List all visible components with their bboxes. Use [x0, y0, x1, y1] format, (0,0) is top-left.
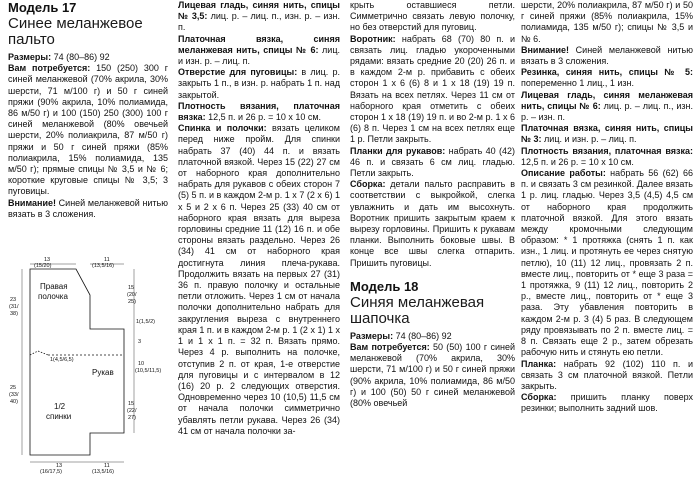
- materials-label: Вам потребуется:: [8, 63, 91, 74]
- model-17-subtitle-line1: Синее меланжевое: [8, 15, 143, 32]
- attention-value: Синей меланжевой нитью вязать в 3 сложения.: [8, 197, 168, 219]
- col4-band-value: набрать 92 (102) 110 п. и связать 3 см платочной вязкой. Петли закрыть.: [521, 358, 693, 391]
- column-4: [521, 0, 693, 415]
- dim-right-2: 1(1,5/2): [136, 319, 155, 325]
- col2-gauge-value: 12,5 п. и 26 р. = 10 х 10 см.: [205, 112, 322, 123]
- col3-assembly: [350, 179, 515, 269]
- col4-garter-label: Платочная вязка, синяя нить, спицы № 3:: [521, 123, 693, 145]
- materials-paragraph: [8, 63, 168, 197]
- dim-top-1: 13: [44, 257, 51, 263]
- col4-rib-value: попеременно 1 лиц., 1 изн.: [521, 78, 634, 89]
- sizes-label: Размеры:: [8, 52, 52, 62]
- dim-right-1: 15: [128, 285, 135, 291]
- col2-buttonhole-value: в лиц. р. закрыть 1 п., в изн. р. набрать 1 п. над закрытой.: [178, 67, 340, 100]
- col2-garter-label: Платочная вязка, синяя меланжевая нить, спицы № 6:: [178, 33, 340, 55]
- dim-top-1b: (15/20): [34, 263, 52, 269]
- dim-right-4b: (10,5/11,5): [135, 368, 162, 374]
- col2-stockinette: [178, 0, 340, 34]
- dim-right-5: 15: [128, 401, 135, 407]
- col4-attention-label: Внимание!: [521, 44, 569, 55]
- m18-sizes-label: Размеры:: [350, 330, 394, 341]
- dim-right-1c: 25): [128, 299, 136, 305]
- column-3: [350, 0, 515, 409]
- label-right-front: Правая: [40, 282, 68, 291]
- sizes-value: 74 (80–86) 92: [51, 52, 110, 62]
- model-18-subtitle-line1: Синяя меланжевая: [350, 293, 485, 311]
- dim-neck: 1(4,5/6,5): [50, 357, 74, 363]
- col4-band-label: Планка:: [521, 358, 557, 369]
- dim-right-1b: (20/: [127, 292, 137, 298]
- col4-attention-value: Синей меланжевой нитью вязать в 3 сложения.: [521, 44, 693, 67]
- col4-continuation: шерсти, 20% полиакрила, 87 м/50 г) и 50 г синей пряжи (85% полиакрила, 15% полиамида, 135 м/50 г); спицы № 3,5 и № 6.: [521, 0, 693, 44]
- label-sleeve: Рукав: [92, 368, 114, 377]
- col2-gauge-label: Плотность вязания, платочная вязка:: [178, 100, 340, 123]
- pattern-schematic: [4, 255, 169, 477]
- model-18-subtitle: [350, 295, 515, 327]
- label-back: 1/2: [54, 402, 66, 411]
- model-17-subtitle-line2: пальто: [8, 31, 55, 48]
- column-1: [8, 0, 168, 220]
- col2-gauge: [178, 101, 340, 123]
- col4-stockinette-label: Лицевая гладь, синяя меланжевая нить, спицы № 6:: [521, 89, 693, 111]
- col2-buttonhole: [178, 67, 340, 101]
- col4-description: [521, 168, 693, 358]
- dim-right-3: 3: [138, 339, 142, 345]
- model-17-title: Модель 17: [8, 0, 77, 15]
- attention-label: Внимание!: [8, 197, 56, 208]
- col3-sleeve-bands-label: Планки для рукавов:: [350, 145, 446, 156]
- col3-collar: [350, 34, 515, 146]
- col3-collar-label: Воротник:: [350, 33, 396, 44]
- col4-rib: [521, 67, 693, 89]
- dim-right-5b: (22/: [127, 408, 137, 414]
- m18-materials-label: Вам потребуется:: [350, 342, 430, 353]
- m18-sizes-value: 74 (80–86) 92: [393, 330, 452, 341]
- dim-right-5c: 27): [128, 415, 136, 421]
- col4-garter-value: лиц. и изн. р. – лиц. п.: [541, 134, 637, 145]
- col4-band: [521, 359, 693, 393]
- col2-garter-value: лиц. и изн. р. – лиц. п.: [178, 44, 340, 67]
- col3-collar-value: набрать 68 (70) 80 п. и связать лиц. гладью укороченными рядами: вязать средние 20 (20) 26 п. и в каждом 2-м р. прибавить с обеих сторон 1 х 6 (6) 8 и 1 х 18 (19) 19 п. Вязать на всех петлях. Через 11 см от наборного края отметить с обеих сторон 1 х 18 (19) 19 п. и во 2-м р. 1 х 6 (6) 8 п. Через 1 см на всех петлях еще 1 р. Петли закрыть.: [350, 33, 515, 145]
- dim-bottom-2: 11: [104, 463, 110, 469]
- label-back-2: спинки: [46, 412, 72, 421]
- col4-description-label: Описание работы:: [521, 168, 606, 179]
- dim-bottom-1: 13: [56, 463, 63, 469]
- col4-garter: [521, 123, 693, 145]
- col4-gauge: [521, 146, 693, 168]
- col4-assembly-label: Сборка:: [521, 392, 557, 403]
- col4-stockinette-value: лиц. р. – лиц. п., изн. р. – изн. п.: [521, 100, 693, 123]
- dim-left-2: 25: [10, 385, 17, 391]
- col4-assembly-value: пришить планку поверх резинки; выполнить задний шов.: [521, 392, 693, 414]
- col4-attention: [521, 45, 693, 67]
- col2-stockinette-label: Лицевая гладь, синяя нить, спицы № 3,5:: [178, 0, 340, 22]
- column-2: [178, 0, 340, 437]
- materials-value: 150 (250) 300 г синей меланжевой (70% акрила, 30% шерсти, 71 м/100 г) и 50 г синей пряжи (90% акрила, 10% полиамида, 86 м/50 г) и 100 (150) 250 (300) 100 г синей меланжевой (80% овечьей шерсти, 20% полиакрила, 87 м/50 г) пряжи и 50 г синей пряжи (85% полиакрила, 15% полиамида, 135 м/50 г); прямые спицы № 3,5 и № 6; короткие круговые спицы № 3,5; 3 пуговицы.: [8, 63, 169, 197]
- model-18-title: Модель 18: [350, 278, 419, 294]
- col3-continuation: крыть оставшиеся петли. Симметрично связать левую полочку, но без отверстий для пуговиц.: [350, 0, 515, 33]
- model-17-subtitle: [8, 16, 168, 48]
- dim-left-2c: 40): [10, 399, 18, 405]
- dim-right-4: 10: [138, 361, 145, 367]
- dim-left-2b: (33/: [9, 392, 19, 398]
- sizes-paragraph: [8, 52, 168, 63]
- m18-materials: [350, 342, 515, 409]
- col3-assembly-value: детали пальто расправить в соответствии с выкройкой, слегка увлажнить и дать им высохнуть. Воротник пришить закрытым краем к вырезу горловины. Пришить к рукавам планки. Выполнить боковые швы. В конце все швы слегка отпарить. Пришить пуговицы.: [350, 179, 515, 268]
- dim-bottom-2b: (13,5/16): [92, 469, 115, 475]
- dim-left-1b: (31/: [9, 304, 19, 310]
- col2-back-fronts: [178, 123, 340, 437]
- m18-materials-value: 50 (50) 100 г синей меланжевой (70% акрила, 30% шерсти, 71 м/100 г) и 50 г синей пряжи (90% акрила, 10% полиамида, 86 м/50 г) и 100 (50) 50 г синей меланжевой (80% овечьей: [350, 342, 515, 409]
- model-18-subtitle-line2: шапочка: [350, 309, 410, 327]
- col2-stockinette-value: лиц. р. – лиц. п., изн. р. – изн. п.: [178, 11, 340, 33]
- col2-buttonhole-label: Отверстие для пуговицы:: [178, 67, 298, 78]
- dim-left-1: 23: [10, 297, 17, 303]
- dim-left-1c: 38): [10, 311, 18, 317]
- col3-assembly-label: Сборка:: [350, 179, 386, 190]
- col2-garter: [178, 34, 340, 68]
- col2-back-fronts-label: Спинка и полочки:: [178, 123, 267, 134]
- col4-gauge-value: 12,5 п. и 26 р. = 10 х 10 см.: [521, 156, 634, 167]
- col4-assembly: [521, 392, 693, 414]
- col4-description-value: набрать 56 (62) 66 п. и связать 3 см резинкой. Далее вязать 1 р. лиц. гладью. Через 3,5 (4,5) 4,5 см от наборного края продолжить платочной вязкой. Для этого вязать между кромочными следующим образом: * 1 протяжка (снять 1 п. как изн., 1 лиц. и протянуть ее через снятую петлю), 10 (11) 12 лиц., провязать 2 п. вместе лиц., повторить от * еще 3 раза = 1 протяжка, 9 (11) 12 лиц., повторить 2 р., вместе лиц., повторить от * еще 3 раза. Эту убавления повторить в каждом 2-м р. 3 (4) 5 раз. В следующем ряду провязывать по 2 п. вместе лиц. = 8 п. Связать еще 2 р., затем обрезать рабочую нить и стянуть ею петли.: [521, 168, 693, 358]
- col3-sleeve-bands-value: набрать 40 (42) 46 п. и связать 6 см лиц. гладью. Петли закрыть.: [350, 145, 515, 179]
- col4-rib-label: Резинка, синяя нить, спицы № 5:: [521, 67, 693, 78]
- dim-top-2: 11: [104, 257, 110, 263]
- dim-top-2b: (13,5/16): [92, 263, 115, 269]
- col3-sleeve-bands: [350, 146, 515, 180]
- col4-gauge-label: Плотность вязания, платочная вязка:: [521, 145, 693, 156]
- label-right-front-2: полочка: [38, 292, 68, 301]
- col2-back-fronts-value: вязать целиком перед ниже пройм. Для спинки набрать 37 (40) 44 п. и вязать платочной вязкой. Через 15 (22) 27 см от наборного края дополнительно набрать для рукавов с обеих сторон 7 (5) 5 п. и в каждом 2-м р. 1 х 7 (2 х 6) 1 х 5 и 2 х 6 п. Через 25 (33) 40 см от наборного края вязать для выреза горловины средние 11 (12) 16 п. и обе стороны вязать раздельно. Через 26 (34) 41 см от наборного края достигнута линия плеча-рукава. Продолжить вязать на первых 27 (31) 36 п. правую полочку и остальные петли отложить. Через 1 см от начала полочки дополнительно набрать для закругления выреза с внутреннего края 1 п. и в каждом 2-м р. 1 (2 х 1) 1 х 1 и 1 х 1 п. = 32 п. Вязать прямо. Через 4 р. выполнить на полочке, отступив 2 п. от края, 1-е отверстие для пуговицы и с интервалом в 12 (16) 20 р. 2 следующих отверстия. Одновременно через 10 (10,5) 11,5 см от начала полочки симметрично убавлять петли рукава. Через 26 (34) 41 см от начала полочки за-: [178, 123, 340, 436]
- neck-curve: [30, 351, 48, 355]
- attention-paragraph: [8, 198, 168, 220]
- dim-bottom-1b: (16/17,5): [40, 469, 63, 475]
- m18-sizes: [350, 331, 515, 342]
- col4-stockinette: [521, 90, 693, 124]
